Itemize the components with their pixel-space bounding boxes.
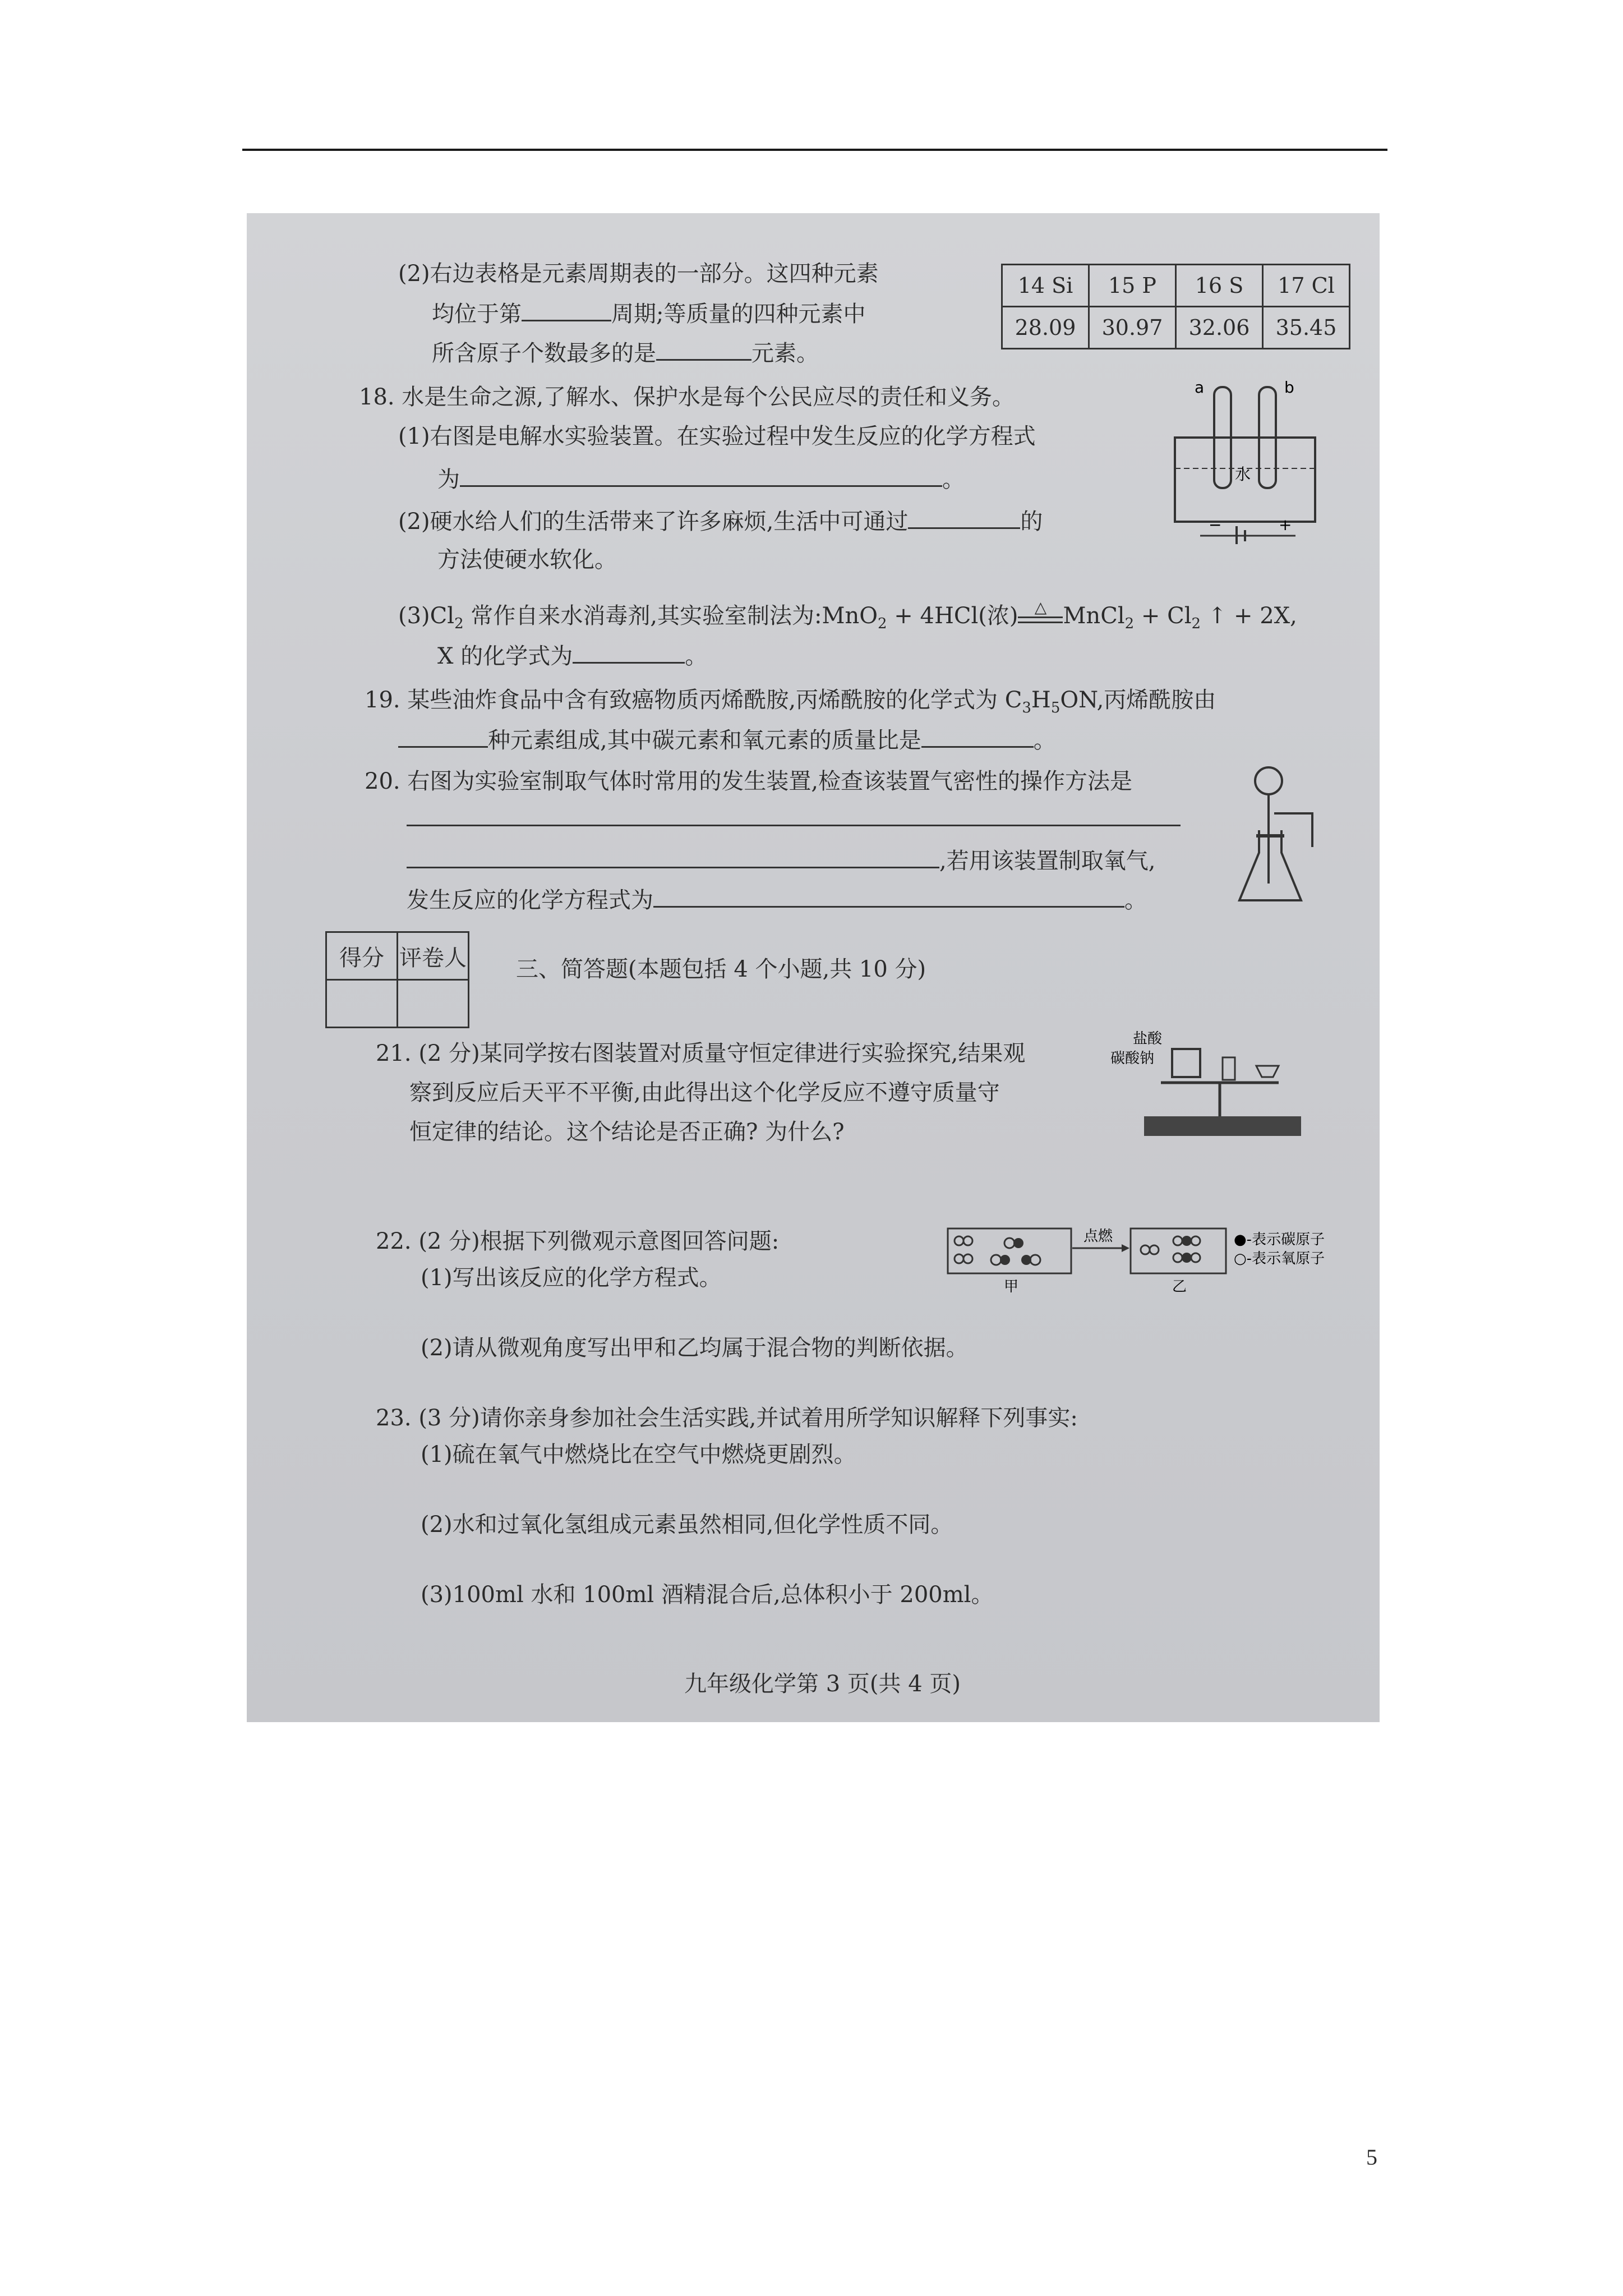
q23-part3: (3)100ml 水和 100ml 酒精混合后,总体积小于 200ml。 bbox=[421, 1582, 994, 1608]
legend-oxygen: ○-表示氧原子 bbox=[1234, 1250, 1325, 1267]
grader-cell bbox=[398, 980, 469, 1028]
q23-part2: (2)水和过氧化氢组成元素虽然相同,但化学性质不同。 bbox=[421, 1512, 953, 1538]
q18-part2: (2)硬水给人们的生活带来了许多麻烦,生活中可通过 的 bbox=[398, 505, 1043, 537]
balance-apparatus-figure bbox=[1110, 1027, 1312, 1139]
grader-label: 评卷人 bbox=[398, 932, 469, 980]
legend-carbon: ●-表示碳原子 bbox=[1234, 1231, 1325, 1248]
score-cell bbox=[326, 980, 398, 1028]
q20-stem: 20. 右图为实验室制取气体时常用的发生装置,检查该装置气密性的操作方法是 bbox=[365, 769, 1133, 794]
q18-part3: $(3)Cl_2$ 常作自来水消毒剂,其实验室制法为:MnO$_2$ + 4HCl(浓) △ MnCl$_2$ + $Cl_2$ ↑ + 2X, bbox=[398, 598, 1297, 632]
label-water: 水 bbox=[1235, 465, 1251, 484]
page-number: 5 bbox=[1366, 2145, 1377, 2170]
scanned-exam-page bbox=[247, 213, 1380, 1722]
label-sodium-carbonate: 碳酸钠 bbox=[1110, 1050, 1155, 1067]
label-minus: − bbox=[1209, 516, 1222, 534]
q17-2-line1: (2)右边表格是元素周期表的一部分。这四种元素 bbox=[398, 261, 879, 287]
element-cl: 17 Cl bbox=[1263, 265, 1350, 307]
q18-stem: 18. 水是生命之源,了解水、保护水是每个公民应尽的责任和义务。 bbox=[359, 384, 1015, 410]
periodic-table-excerpt bbox=[1001, 264, 1350, 349]
label-plus: + bbox=[1279, 516, 1292, 534]
q18-part3-answer: X 的化学式为 。 bbox=[437, 639, 707, 672]
q21-line1: 21. (2 分)某同学按右图装置对质量守恒定律进行实验探究,结果观 bbox=[376, 1041, 1026, 1066]
q20-answer-line1 bbox=[407, 825, 1181, 826]
q18-part2-cont: 方法使硬水软化。 bbox=[437, 547, 617, 573]
mass-cl: 35.45 bbox=[1263, 307, 1350, 349]
q17-2-line3: 所含原子个数最多的是 元素。 bbox=[432, 337, 819, 369]
q21-line2: 察到反应后天平不平衡,由此得出这个化学反应不遵守质量守 bbox=[409, 1080, 1000, 1106]
header-rule bbox=[242, 149, 1387, 151]
exam-page-footer: 九年级化学第 3 页(共 4 页) bbox=[684, 1671, 961, 1697]
label-jia: 甲 bbox=[1004, 1278, 1019, 1295]
element-si: 14 Si bbox=[1002, 265, 1089, 307]
q22-part2: (2)请从微观角度写出甲和乙均属于混合物的判断依据。 bbox=[421, 1335, 969, 1361]
q19-line1: 19. 某些油炸食品中含有致癌物质丙烯酰胺,丙烯酰胺的化学式为 $C_3H_5ON$,丙烯酰胺由 bbox=[365, 687, 1216, 716]
section3-heading: 三、简答题(本题包括 4 个小题,共 10 分) bbox=[516, 956, 926, 982]
q23-stem: 23. (3 分)请你亲身参加社会生活实践,并试着用所学知识解释下列事实: bbox=[376, 1405, 1078, 1431]
q19-line2: 种元素组成,其中碳元素和氧元素的质量比是 。 bbox=[398, 724, 1056, 756]
mass-si: 28.09 bbox=[1002, 307, 1089, 349]
label-ignite: 点燃 bbox=[1083, 1228, 1113, 1245]
element-p: 15 P bbox=[1089, 265, 1176, 307]
mass-p: 30.97 bbox=[1089, 307, 1176, 349]
label-a: a bbox=[1195, 378, 1205, 397]
q20-line4: 发生反应的化学方程式为 。 bbox=[407, 884, 1147, 916]
label-yi: 乙 bbox=[1172, 1278, 1187, 1295]
score-box bbox=[325, 931, 469, 1028]
gas-generator-flask-figure bbox=[1234, 763, 1324, 914]
q17-2-line2: 均位于第 周期;等质量的四种元素中 bbox=[432, 297, 865, 330]
q22-stem: 22. (2 分)根据下列微观示意图回答问题: bbox=[376, 1228, 780, 1254]
q18-part1: (1)右图是电解水实验装置。在实验过程中发生反应的化学方程式 bbox=[398, 424, 1036, 449]
q22-part1: (1)写出该反应的化学方程式。 bbox=[421, 1265, 722, 1291]
q23-part1: (1)硫在氧气中燃烧比在空气中燃烧更剧烈。 bbox=[421, 1442, 856, 1467]
q18-part1-answer: 为 。 bbox=[437, 463, 965, 495]
label-hydrochloric-acid: 盐酸 bbox=[1133, 1030, 1163, 1047]
element-s: 16 S bbox=[1176, 265, 1263, 307]
score-label: 得分 bbox=[326, 932, 398, 980]
q21-line3: 恒定律的结论。这个结论是否正确? 为什么? bbox=[409, 1119, 845, 1145]
microscopic-reaction-figure bbox=[942, 1223, 1368, 1296]
electrolysis-apparatus-figure bbox=[1166, 376, 1329, 544]
q20-line3: ,若用该装置制取氧气, bbox=[407, 844, 1155, 877]
mass-s: 32.06 bbox=[1176, 307, 1263, 349]
label-b: b bbox=[1284, 378, 1294, 397]
